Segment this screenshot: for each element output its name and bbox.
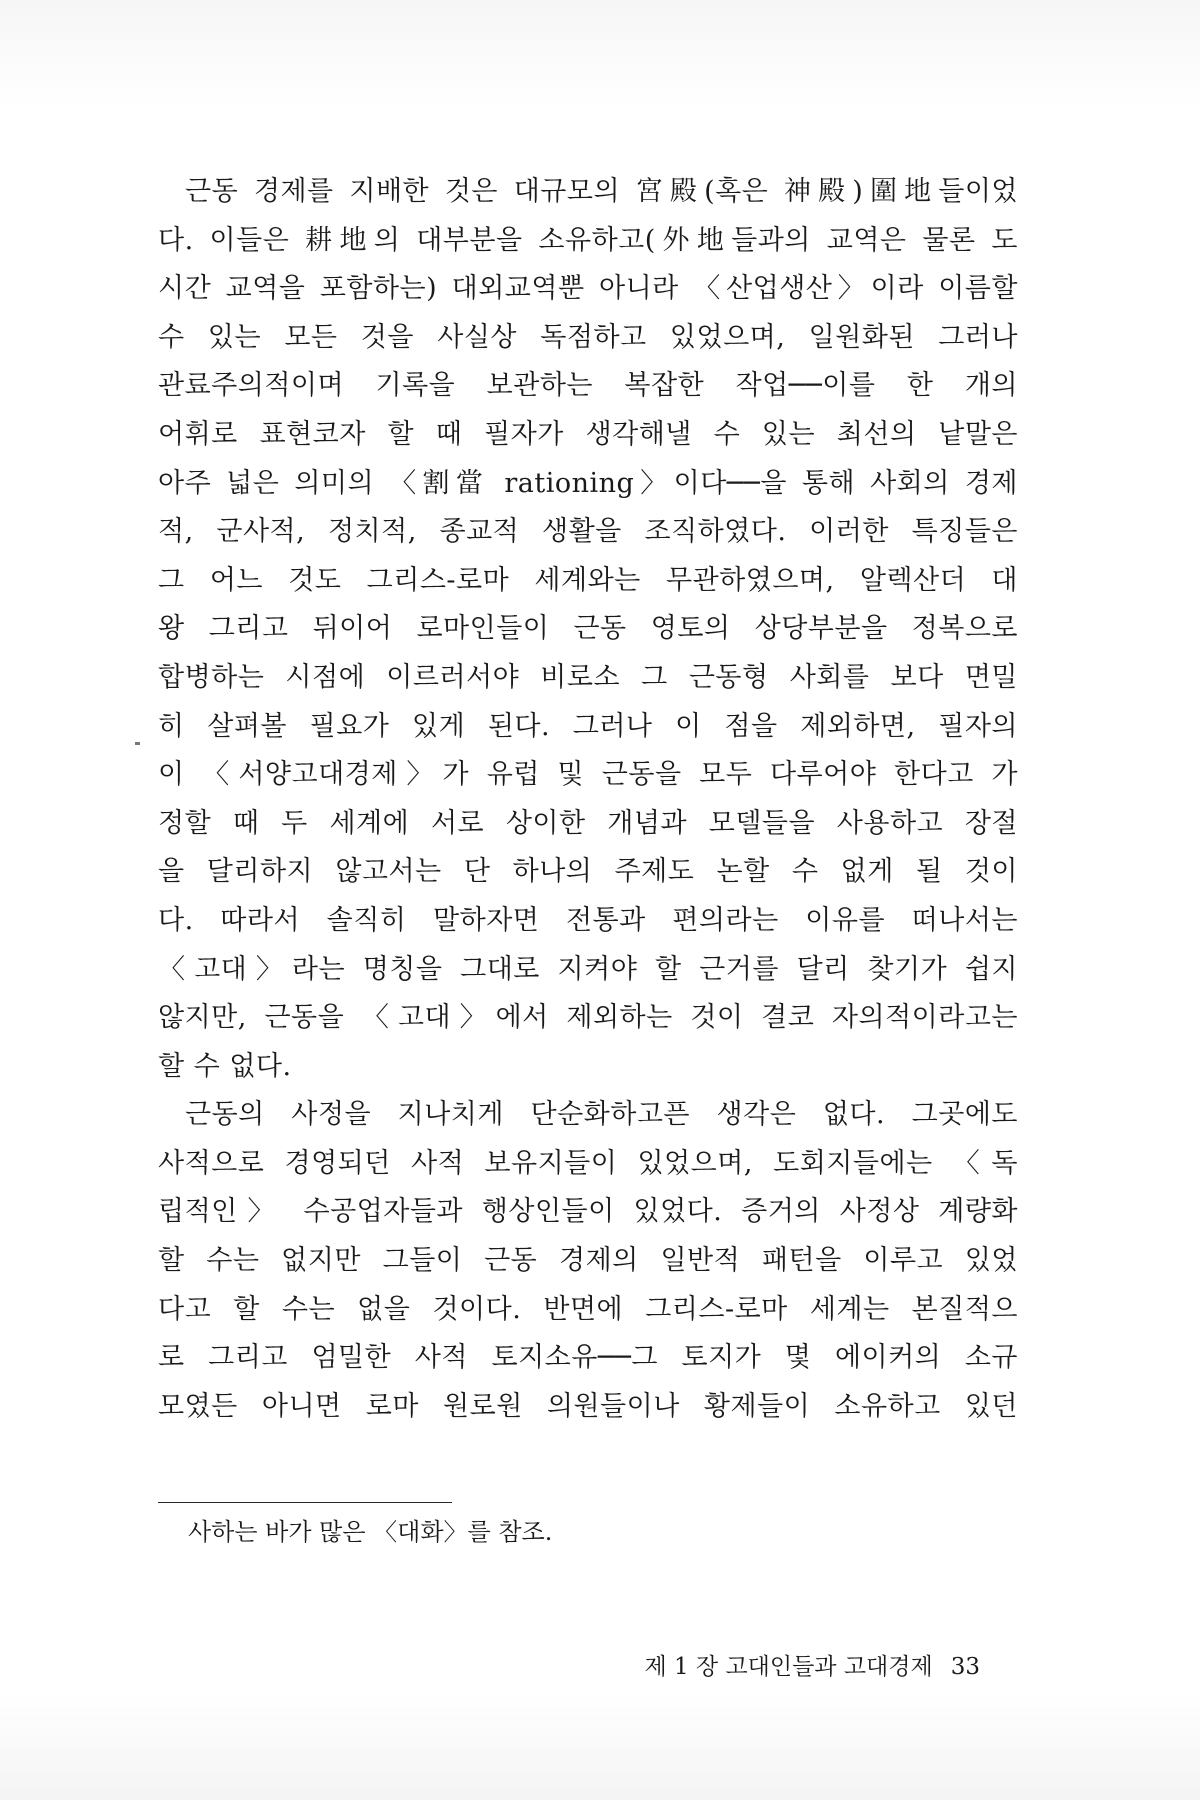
text-line: 시간 교역을 포함하는) 대외교역뿐 아니라 〈산업생산〉이라 이름할 [158,273,1018,305]
text-line: 히 살펴볼 필요가 있게 된다. 그러나 이 점을 제외하면, 필자의 [158,710,1018,742]
text-line: 적, 군사적, 정치적, 종교적 생활을 조직하였다. 이러한 특징들은 [158,516,1018,548]
margin-mark [135,742,140,745]
text-line: 그 어느 것도 그리스-로마 세계와는 무관하였으며, 알렉산더 대 [158,564,1018,596]
paragraph-1 [158,168,1018,1091]
text-line: 아주 넓은 의미의 〈割當 rationing〉이다──을 통해 사회의 경제 [158,467,1018,499]
chapter-title: 제 1 장 고대인들과 고대경제 [644,1654,933,1680]
text-line: 수 있는 모든 것을 사실상 독점하고 있었으며, 일원화된 그러나 [158,321,1018,353]
body-text [158,168,1018,1431]
text-line: 모였든 아니면 로마 원로원 의원들이나 황제들이 소유하고 있던 [158,1390,1018,1422]
text-line: 사적으로 경영되던 사적 보유지들이 있었으며, 도회지들에는 〈독 [158,1147,1018,1179]
text-line: 정할 때 두 세계에 서로 상이한 개념과 모델들을 사용하고 장절 [158,807,1018,839]
text-line: 않지만, 근동을 〈고대〉에서 제외하는 것이 결코 자의적이라고는 [158,1002,1018,1034]
text-line: 합병하는 시점에 이르러서야 비로소 그 근동형 사회를 보다 면밀 [158,661,1018,693]
paragraph-2 [158,1091,1018,1431]
text-line: 다고 할 수는 없을 것이다. 반면에 그리스-로마 세계는 본질적으 [158,1293,1018,1325]
text-line: 관료주의적이며 기록을 보관하는 복잡한 작업──이를 한 개의 [158,370,1018,402]
text-line: 왕 그리고 뒤이어 로마인들이 근동 영토의 상당부분을 정복으로 [158,613,1018,645]
text-line: 로 그리고 엄밀한 사적 토지소유──그 토지가 몇 에이커의 소규 [158,1342,1018,1374]
text-line: 할 수 없다. [158,1050,292,1082]
text-line: 다. 따라서 솔직히 말하자면 전통과 편의라는 이유를 떠나서는 [158,904,1018,936]
text-line: 이 〈서양고대경제〉가 유럽 및 근동을 모두 다루어야 한다고 가 [158,759,1018,791]
text-line: 〈고대〉라는 명칭을 그대로 지켜야 할 근거를 달리 찾기가 쉽지 [158,953,1018,985]
text-line: 할 수는 없지만 그들이 근동 경제의 일반적 패턴을 이루고 있었 [158,1245,1018,1277]
text-line: 근동의 사정을 지나치게 단순화하고픈 생각은 없다. 그곳에도 [185,1099,1018,1131]
page-number: 33 [950,1654,980,1680]
text-line: 어휘로 표현코자 할 때 필자가 생각해낼 수 있는 최선의 낱말은 [158,418,1018,450]
text-line: 다. 이들은 耕地의 대부분을 소유하고(外地들과의 교역은 물론 도 [158,224,1018,256]
text-line: 근동 경제를 지배한 것은 대규모의 宮殿(혹은 神殿)圍地들이었 [185,176,1018,207]
footnote-divider [158,1502,452,1503]
running-footer [644,1648,980,1681]
footnote: 사하는 바가 많은 〈대화〉를 참조. [188,1518,553,1546]
text-line: 을 달리하지 않고서는 단 하나의 주제도 논할 수 없게 될 것이 [158,856,1018,888]
text-line: 립적인〉 수공업자들과 행상인들이 있었다. 증거의 사정상 계량화 [158,1196,1018,1228]
